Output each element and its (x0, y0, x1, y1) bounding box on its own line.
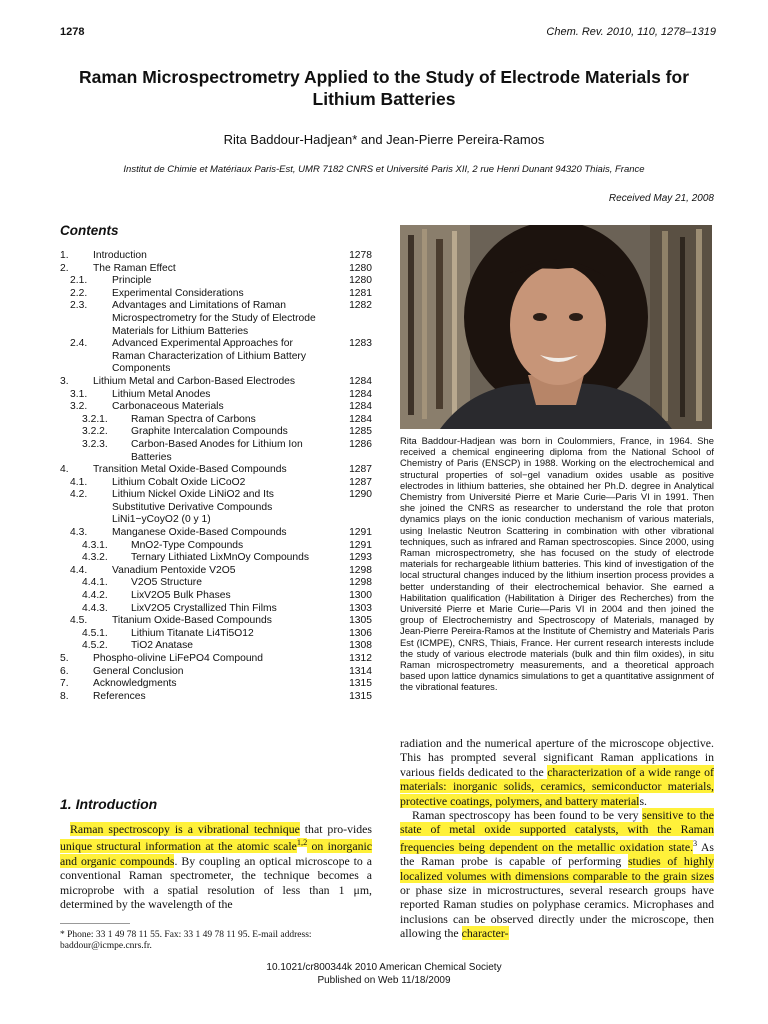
toc-entry-page: 1280 (349, 275, 372, 287)
toc-entry-title: MnO2-Type Compounds (131, 539, 244, 551)
toc-entry-number: 4.5.1. (82, 627, 108, 639)
right-column-text (400, 736, 714, 941)
highlighted-text: Raman spectroscopy is a vibrational technique (70, 822, 300, 836)
toc-entry-number: 7. (60, 678, 69, 690)
toc-entry-page: 1291 (349, 527, 372, 539)
toc-entry-number: 4.5.2. (82, 640, 108, 652)
toc-entry (60, 376, 372, 389)
toc-entry-number: 2.2. (70, 287, 88, 299)
toc-entry (60, 414, 372, 427)
toc-entry (60, 275, 372, 288)
footer-doi: 10.1021/cr800344k 2010 American Chemical Society (266, 962, 502, 973)
toc-entry-page: 1284 (349, 401, 372, 413)
text-run: s. (639, 793, 648, 808)
received-date: Received May 21, 2008 (608, 193, 714, 204)
toc-entry-number: 8. (60, 690, 69, 702)
footer-published: Published on Web 11/18/2009 (317, 975, 451, 986)
toc-entry (60, 263, 372, 276)
toc-entry-title: The Raman Effect (93, 262, 176, 274)
toc-entry (60, 338, 372, 376)
toc-entry (60, 389, 372, 402)
toc-entry-page: 1315 (349, 678, 372, 690)
toc-entry-number: 4.5. (70, 615, 88, 627)
highlighted-text: sensitive to the state of metal oxide supported catalysts, with the Raman frequencies being dependent on the metallic oxidation state. (400, 808, 714, 854)
toc-entry-title: References (93, 690, 146, 702)
toc-entry-number: 3. (60, 375, 69, 387)
article-title: Raman Microspectrometry Applied to the Study of Electrode Materials for Lithium Batteries (78, 67, 690, 109)
toc-entry-page: 1278 (349, 250, 372, 261)
journal-citation: Chem. Rev. 2010, 110, 1278–1319 (546, 26, 716, 38)
toc-entry-page: 1285 (349, 426, 372, 438)
toc-entry-number: 4. (60, 464, 69, 476)
text-run: . By coupling an optical microscope to a conventional Raman spectrometer, the technique becomes a microprobe with a spatial resolution of less than 1 μm, determined by the wavelength of the (60, 853, 372, 911)
toc-entry-title: Advantages and Limitations of Raman Microspectrometry for the Study of Electrode Materials for Lithium Batteries (112, 300, 316, 337)
toc-entry (60, 653, 372, 666)
citation-ref: 3 (693, 838, 698, 848)
toc-entry-title: Principle (112, 275, 152, 287)
toc-entry-page: 1281 (349, 287, 372, 299)
toc-entry-number: 4.4.3. (82, 602, 108, 614)
toc-entry-title: Lithium Nickel Oxide LiNiO2 and Its Substitutive Derivative Compounds LiNi1−yCoyO2 (0 y 1) (112, 489, 274, 526)
toc-entry-number: 2.1. (70, 275, 88, 287)
toc-entry-page: 1290 (349, 489, 372, 501)
toc-entry-title: Carbonaceous Materials (112, 401, 224, 413)
toc-entry-number: 5. (60, 653, 69, 664)
toc-entry-number: 3.2.2. (82, 426, 108, 438)
toc-entry-title: Acknowledgments (93, 678, 177, 690)
toc-entry-page: 1284 (349, 388, 372, 400)
toc-entry-page: 1306 (349, 627, 372, 639)
toc-entry-title: Vanadium Pentoxide V2O5 (112, 564, 236, 576)
toc-entry-title: Ternary Lithiated LixMnOy Compounds (131, 552, 309, 564)
toc-entry-title: Transition Metal Oxide-Based Compounds (93, 464, 287, 476)
toc-entry (60, 691, 372, 704)
intro-paragraph (60, 822, 372, 911)
footnote: * Phone: 33 1 49 78 11 55. Fax: 33 1 49 78 11 95. E-mail address: baddour@icmpe.cnrs.fr. (60, 930, 312, 951)
toc-entry-number: 4.3.2. (82, 552, 108, 564)
toc-entry-title: Lithium Cobalt Oxide LiCoO2 (112, 476, 246, 488)
toc-entry-title: Manganese Oxide-Based Compounds (112, 527, 287, 539)
footnote-divider (60, 923, 130, 924)
section-heading: 1. Introduction (60, 796, 158, 812)
toc-entry-number: 6. (60, 665, 69, 677)
toc-entry-title: Advanced Experimental Approaches for Raman Characterization of Lithium Battery Components (112, 338, 307, 375)
toc-entry (60, 300, 372, 338)
toc-entry-number: 4.1. (70, 476, 88, 488)
toc-entry-page: 1291 (349, 539, 372, 551)
toc-entry-page: 1280 (349, 262, 372, 274)
toc-entry-title: Graphite Intercalation Compounds (131, 426, 288, 438)
toc-entry-page: 1284 (349, 375, 372, 387)
highlighted-text: characterization of a wide range of materials: inorganic solids, ceramics, semiconductor materials, protective coatings, polymers, and battery material (400, 764, 714, 808)
toc-entry-title: Phospho-olivine LiFePO4 Compound (93, 653, 263, 664)
toc-entry-number: 2.4. (70, 338, 88, 350)
toc-entry-number: 1. (60, 250, 69, 261)
toc-entry-title: Lithium Titanate Li4Ti5O12 (131, 627, 254, 639)
toc-entry-number: 2. (60, 262, 69, 274)
toc-entry (60, 577, 372, 590)
toc-entry (60, 590, 372, 603)
toc-entry (60, 426, 372, 439)
toc-entry (60, 640, 372, 653)
toc-entry-page: 1315 (349, 690, 372, 702)
highlighted-text: on inorganic and organic compounds (60, 839, 372, 868)
toc-entry-page: 1314 (349, 665, 372, 677)
toc-entry (60, 401, 372, 414)
toc-entry-page: 1284 (349, 413, 372, 425)
toc-entry-page: 1282 (349, 300, 372, 312)
toc-entry-title: LixV2O5 Bulk Phases (131, 590, 231, 602)
highlighted-text: unique structural information at the atomic scale (60, 839, 297, 854)
toc-entry-page: 1308 (349, 640, 372, 652)
highlighted-text: character- (461, 926, 509, 941)
text-run: or phase size in microstructures, several research groups have reported Raman studies on polyphase ceramics. Microphases and inclusions can be observed directly under the microscope, then allowing the (400, 882, 714, 941)
toc-entry-page: 1312 (349, 653, 372, 664)
toc-entry-title: TiO2 Anatase (131, 640, 194, 652)
toc-entry (60, 477, 372, 490)
toc-entry-page: 1303 (349, 602, 372, 614)
toc-entry-page: 1283 (349, 338, 372, 350)
toc-entry (60, 603, 372, 616)
toc-entry-page: 1286 (349, 438, 372, 450)
toc-entry-page: 1293 (349, 552, 372, 564)
toc-entry-page: 1298 (349, 577, 372, 589)
toc-entry-title: Raman Spectra of Carbons (131, 413, 256, 425)
highlighted-text: studies of highly localized volumes with dimensions comparable to the grain sizes (400, 854, 714, 883)
toc-entry (60, 666, 372, 679)
toc-entry (60, 615, 372, 628)
toc-entry (60, 527, 372, 540)
toc-entry-number: 2.3. (70, 300, 88, 312)
page-number: 1278 (60, 26, 85, 38)
toc-entry-title: Lithium Metal Anodes (112, 388, 211, 400)
toc-entry-page: 1287 (349, 464, 372, 476)
toc-entry-page: 1305 (349, 615, 372, 627)
toc-entry-number: 4.3.1. (82, 539, 108, 551)
toc-entry (60, 565, 372, 578)
toc-entry-number: 3.1. (70, 388, 88, 400)
toc-entry (60, 489, 372, 527)
toc-entry (60, 439, 372, 464)
toc-entry-page: 1298 (349, 564, 372, 576)
contents-heading: Contents (60, 223, 119, 238)
toc-entry-number: 3.2. (70, 401, 88, 413)
toc-entry-page: 1287 (349, 476, 372, 488)
toc-entry-title: Carbon-Based Anodes for Lithium Ion Batteries (131, 438, 303, 463)
toc-entry-title: LixV2O5 Crystallized Thin Films (131, 602, 277, 614)
toc-entry-page: 1300 (349, 590, 372, 602)
toc-entry (60, 678, 372, 691)
toc-entry (60, 288, 372, 301)
toc-entry-title: Lithium Metal and Carbon-Based Electrodes (93, 375, 296, 387)
toc-entry (60, 552, 372, 565)
text-run: that pro-vides (299, 822, 372, 836)
toc-entry-number: 3.2.1. (82, 413, 108, 425)
author-affiliation: Institut de Chimie et Matériaux Paris-Est, UMR 7182 CNRS et Université Paris XII, 2 rue Henri Dunant 94320 Thiais, France (123, 164, 645, 175)
text-run: radiation and the numerical aperture of the microscope objective. This has prompted several significant Raman applications in various fields dedicated to the (400, 736, 714, 779)
toc-entry-title: Experimental Considerations (112, 287, 244, 299)
toc-entry-title: General Conclusion (93, 665, 184, 677)
author-biography: Rita Baddour-Hadjean was born in Coulommiers, France, in 1964. She received a chemical engineering diploma from the National School of Chemistry of Paris (ENSCP) in 1988. Working on the electrochemical and structural properties of sol−gel vanadium oxides usable as positive electrodes in lithium batteries, she obtained her Ph.D. degree in Analytical Chemistry from Université Pierre et Marie Curie—Paris VI in 1991. Then she joined the CNRS as researcher to understand the role that proton dynamics plays on the ionic conduction mechanism of various materials, using Inelastic Neutron Scattering in combination with other vibrational techniques, such as infrared and Raman spectroscopies. Since 2000, using Raman microspectrometry, she has focused on the study of electrode materials for rechargeable lithium batteries. This kind of investigation of the local structural changes induced by the lithium insertion process provides a better understanding of their electrochemical behavior. She earned a Habilitation qualification (Habilitation à Diriger des Recherches) from the Université Pierre et Marie Curie—Paris VI in 2004 and then joined the group of Electrochemistry and Spectroscopy of Materials, managed by Jean-Pierre Pereira-Ramos at the Institute of Chemistry and Materials Paris Est (ICMPE), CNRS, Thiais, France. Her current research interests include the study of various electrode materials (bulk and thin film oxides), in situ Raman microspectrometry measurements, and a theoretical approach based upon lattice dynamics simulations to get a quantitative assignment of the vibrational features. (400, 435, 714, 693)
author-portrait-photo (400, 225, 712, 429)
paragraph (400, 736, 714, 808)
paragraph (400, 808, 714, 941)
toc-entry-title: Introduction (93, 250, 147, 261)
portrait-photo-icon (400, 225, 712, 429)
toc-entry-number: 4.4.2. (82, 590, 108, 602)
toc-entry (60, 540, 372, 553)
toc-entry-number: 3.2.3. (82, 438, 108, 450)
toc-entry (60, 250, 372, 263)
citation-ref: 1,2 (296, 838, 308, 848)
toc-entry-title: Titanium Oxide-Based Compounds (112, 615, 272, 627)
toc-entry-title: V2O5 Structure (131, 577, 202, 589)
text-run: Raman spectroscopy has been found to be very (412, 808, 643, 823)
toc-entry-number: 4.4. (70, 564, 88, 576)
paragraph (60, 822, 372, 911)
text-run: As the Raman probe is capable of performing (400, 839, 714, 869)
table-of-contents (60, 250, 372, 703)
toc-entry (60, 464, 372, 477)
article-authors: Rita Baddour-Hadjean* and Jean-Pierre Pereira-Ramos (223, 132, 545, 147)
toc-entry (60, 628, 372, 641)
toc-entry-number: 4.2. (70, 489, 88, 501)
toc-entry-number: 4.3. (70, 527, 88, 539)
toc-entry-number: 4.4.1. (82, 577, 108, 589)
